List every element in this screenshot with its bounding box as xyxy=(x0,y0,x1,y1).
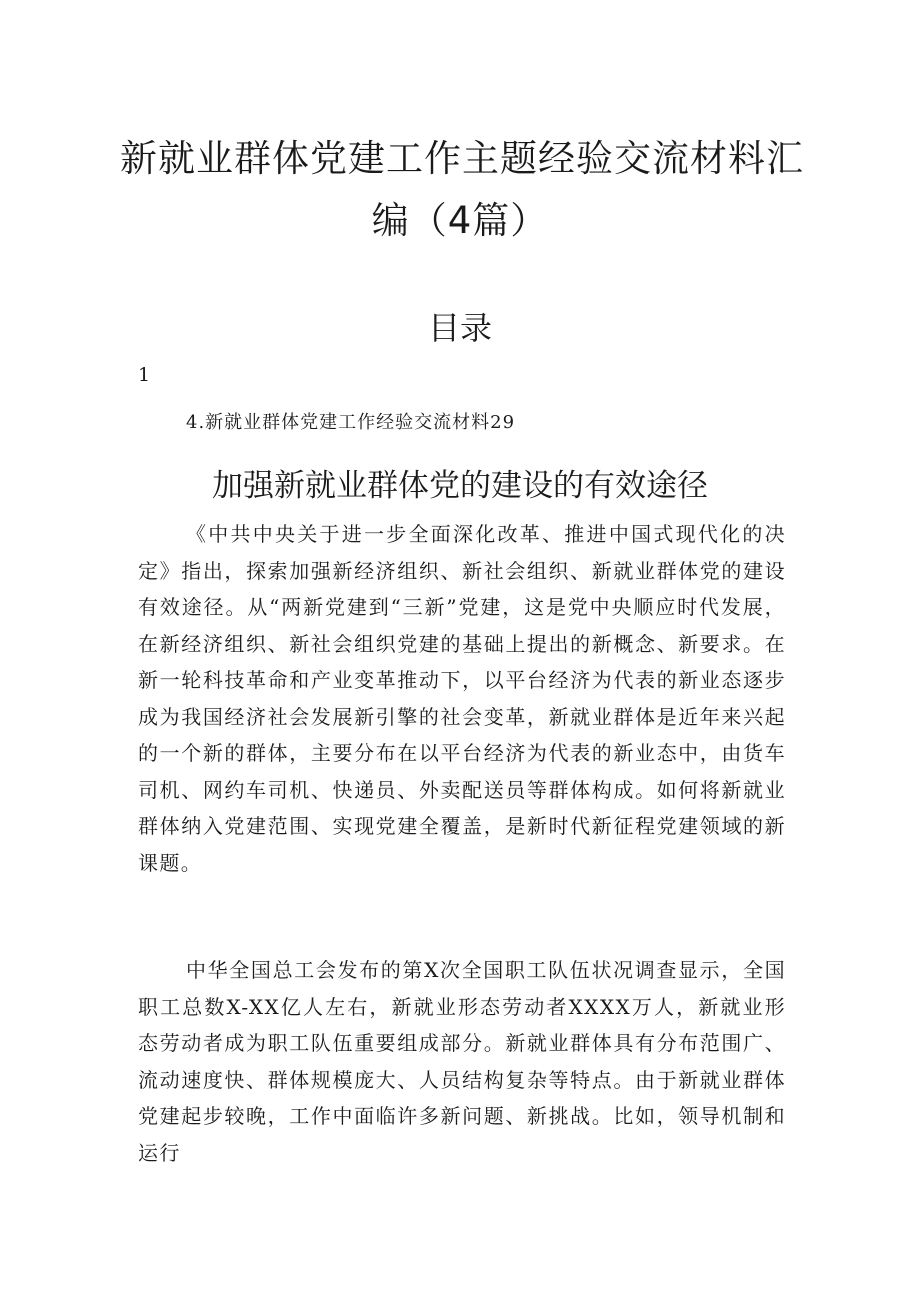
toc-entry: 4.新就业群体党建工作经验交流材料29 xyxy=(186,412,516,433)
document-title-line-2: 编（4篇） xyxy=(371,199,549,242)
body-paragraph-2: 中华全国总工会发布的第X次全国职工队伍状况调查显示，全国职工总数X-XX亿人左右，新就业形态劳动者XXXX万人，新就业形态劳动者成为职工队伍重要组成部分。新就业群体具有分布范围广、流动速度快、群体规模庞大、人员结构复杂等特点。由于新就业群体党建起步较晚，工作中面临许多新问题、新挑战。比如，领导机制和运行 xyxy=(138,958,786,1165)
document-title-line-1: 新就业群体党建工作主题经验交流材料汇 xyxy=(120,137,804,180)
section-title: 加强新就业群体党的建设的有效途径 xyxy=(212,468,708,504)
toc-heading: 目录 xyxy=(427,309,492,347)
toc-number: 1 xyxy=(138,364,151,386)
body-paragraph-1: 《中共中央关于进一步全面深化改革、推进中国式现代化的决定》指出，探索加强新经济组织、新社会组织、新就业群体党的建设有效途径。从“两新党建到“三新”党建，这是党中央顺应时代发展，在新经济组织、新社会组织党建的基础上提出的新概念、新要求。在新一轮科技革命和产业变革推动下，以平台经济为代表的新业态逐步成为我国经济社会发展新引擎的社会变革，新就业群体是近年来兴起的一个新的群体，主要分布在以平台经济为代表的新业态中，由货车司机、网约车司机、快递员、外卖配送员等群体构成。如何将新就业群体纳入党建范围、实现党建全覆盖，是新时代新征程党建领域的新课题。 xyxy=(138,522,786,875)
